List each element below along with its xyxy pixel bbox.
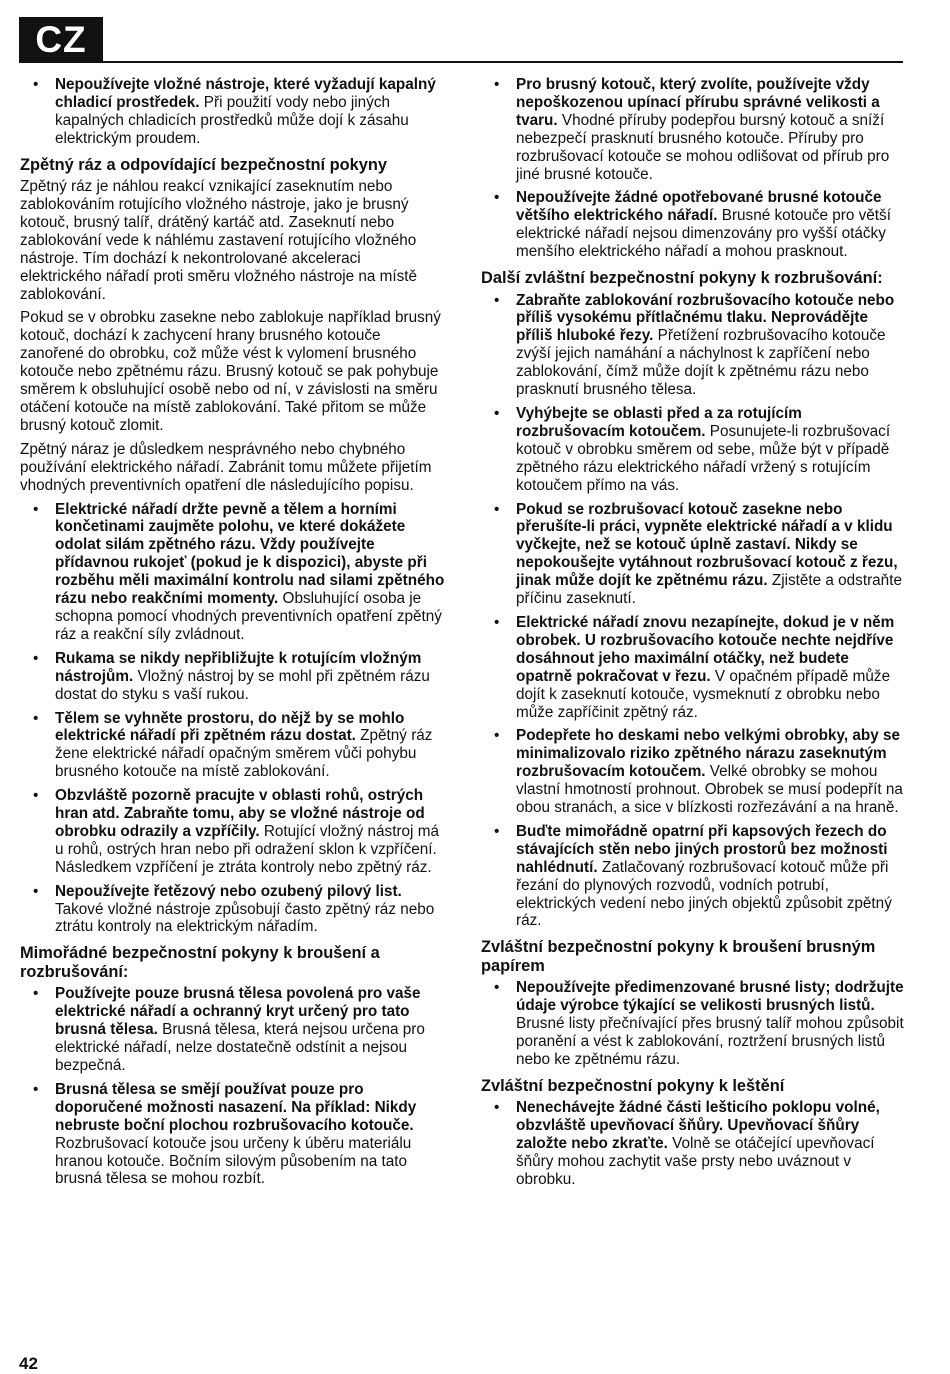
list-item xyxy=(20,76,445,148)
bold-text: Používejte pouze brusná tělesa povolená pro vaše elektrické nářadí a ochranný kryt určený pro tato brusná tělesa. xyxy=(55,985,421,1039)
list-item xyxy=(481,614,905,721)
body-text: Obsluhující osoba je schopna pomocí vhodných preventivních opatření zpětný ráz a reakční síly zvládnout. xyxy=(55,590,442,643)
body-text: Velké obrobky se mohou vlastní hmotností prohnout. Obrobek se musí podepřít na obou stranách, a sice v blízkosti rozřezávání a na hraně. xyxy=(516,763,903,817)
body-text: V opačném případě může dojít k zaseknutí kotouče, vysmeknutí z obrobku nebo může zapříčinit zpětný ráz. xyxy=(516,667,891,721)
bold-text: Obzvláště pozorně pracujte v oblasti rohů, ostrých hran atd. Zabraňte tomu, aby se vložné nástroje od obrobku odrazily a vzpříčily. xyxy=(55,787,425,840)
bold-text: Vyhýbejte se oblasti před a za rotujícím rozbrušovacím kotoučem. xyxy=(516,405,802,440)
body-text: Rozbrušovací kotouče jsou určeny k úběru materiálu hranou kotouče. Bočním silovým působením na tato brusná tělesa se mohou rozbít. xyxy=(55,1134,412,1188)
section-heading: Zpětný ráz a odpovídající bezpečnostní pokyny xyxy=(20,155,388,174)
list-item xyxy=(481,823,905,930)
bold-text: Zabraňte zablokování rozbrušovacího kotouče nebo příliš vysokému přítlačnému tlaku. Neprovádějte příliš hluboké řezy. xyxy=(516,291,895,345)
list-item xyxy=(20,710,445,782)
bold-text: Nepoužívejte předimenzované brusné listy; dodržujte údaje výrobce týkající se velikosti brusných listů. xyxy=(516,979,904,1015)
paragraph: Zpětný ráz je náhlou reakcí vznikající zaseknutím nebo zablokováním rotujícího vložného nástroje, jako je brusný kotouč, brusný talíř, drátěný kartáč atd. Zaseknutí nebo zablokování vede k náhlému zastavení rotujícího vložného nástroje. Tím dochází k nekontrolované akceleraci elektrického nářadí proti směru vložného nástroje na místě zablokování. xyxy=(20,178,418,303)
body-text: Vhodné příruby podepřou bursný kotouč a sníží nebezpečí prasknutí brusného kotouče. Příruby pro rozbrušovací kotouče se mohou odlišovat od přírub pro jiné brusné kotouče. xyxy=(516,111,890,183)
left-column xyxy=(20,76,445,1194)
list-item xyxy=(481,76,905,183)
list-item xyxy=(481,727,905,817)
right-column xyxy=(481,76,905,1195)
bold-text: Rukama se nikdy nepřibližujte k rotujícím vložným nástrojům. xyxy=(55,649,422,685)
list-item xyxy=(20,650,445,704)
bold-text: Podepřete ho deskami nebo velkými obrobky, aby se minimalizovalo riziko zpětného nárazu zaseknutým rozbrušovacím kotoučem. xyxy=(516,727,900,781)
body-text: Vložný nástroj by se mohl při zpětném rázu dostat do styku s vaší rukou. xyxy=(55,667,430,703)
body-text: Brusné listy přečnívající přes brusný talíř mohou způsobit poranění a vést k zablokování, roztržení brusných listů nebo ke zpětnému rázu. xyxy=(516,1015,904,1068)
bold-text: Elektrické nářadí držte pevně a tělem a horními končetinami zaujměte polohu, ve které dokážete odolat silám zpětného rázu. Vždy používejte přídavnou rukojeť (pokud je k dispozici), abyste při rozběhu měli maximální kontrolu nad silami zpětného rázu nebo reakčními momenty. xyxy=(55,500,445,608)
list-item xyxy=(481,292,905,399)
body-text: Zatlačovaný rozbrušovací kotouč může při řezání do plynových rozvodů, vodních potrubí, elektrických vedení nebo jiných objektů způsobit zpětný ráz. xyxy=(516,858,892,930)
bold-text: Buďte mimořádně opatrní při kapsových řezech do stávajících stěn nebo jiných prostorů bez možnosti nahlédnutí. xyxy=(516,822,888,876)
body-text: Brusné kotouče pro větší elektrické nářadí nejsou dimenzovány pro vyšší otáčky menšího elektrického nářadí a mohou prasknout. xyxy=(516,207,891,261)
paragraph: Pokud se v obrobku zasekne nebo zablokuje například brusný kotouč, dochází k zachycení hrany brusného kotouče zanořené do obrobku, což může vést k vylomení brusného kotouče nebo zpětnému rázu. Brusný kotouč se pak pohybuje směrem k obsluhující osobě nebo od ní, v závislosti na směru otáčení kotouče na místě zablokování. Také přitom se může brusný kotouč zlomit. xyxy=(20,309,441,434)
list-item xyxy=(20,501,445,644)
list-item xyxy=(481,979,905,1069)
body-text: Rotující vložný nástroj má u rohů, ostrých hran nebo při odražení sklon k vzpříčení. Následkem vzpříčení je ztráta kontroly nebo zpětný ráz. xyxy=(55,822,439,876)
page-number: 42 xyxy=(19,1354,38,1373)
bold-text: Nepoužívejte řetězový nebo ozubený pilový list. xyxy=(55,882,402,900)
body-text: Zpětný ráz žene elektrické nářadí opačným směrem vůči pohybu brusného kotouče na místě zablokování. xyxy=(55,727,433,781)
body-text: Brusná tělesa, která nejsou určena pro elektrické nářadí, nelze dostatečně odstínit a nejsou bezpečná. xyxy=(55,1021,425,1074)
bold-text: Pro brusný kotouč, který zvolíte, používejte vždy nepoškozenou upínací přírubu správné velikosti a tvaru. xyxy=(516,76,880,129)
list-item xyxy=(481,1099,905,1189)
section-heading: Další zvláštní bezpečnostní pokyny k rozbrušování: xyxy=(481,269,883,288)
bold-text: Elektrické nářadí znovu nezapínejte, dokud je v něm obrobek. U rozbrušovacího kotouče nechte nejdříve dosáhnout jeho maximální otáčky, než budete opatrně pokračovat v řezu. xyxy=(516,613,895,685)
list-item xyxy=(20,1081,445,1188)
list-item xyxy=(481,189,905,261)
list-item xyxy=(481,501,905,608)
bold-text: Brusná tělesa se smějí používat pouze pro doporučené možnosti nasazení. Na příklad: Nikdy nebruste boční plochou rozbrušovacího kotouče. xyxy=(55,1080,417,1134)
section-heading: Mimořádné bezpečnostní pokyny k broušení a rozbrušování: xyxy=(20,944,380,981)
list-item xyxy=(20,883,445,937)
list-item xyxy=(20,787,445,877)
bold-text: Tělem se vyhněte prostoru, do nějž by se mohlo elektrické nářadí při zpětném rázu dostat. xyxy=(55,709,405,745)
paragraph: Zpětný náraz je důsledkem nesprávného nebo chybného používání elektrického nářadí. Zabránit tomu můžete přijetím vhodných preventivních opatření dle následujícího popisu. xyxy=(20,440,432,494)
section-heading: Zvláštní bezpečnostní pokyny k leštění xyxy=(481,1076,785,1095)
list-item xyxy=(481,405,905,495)
body-text: Volně se otáčející upevňovací šňůry mohou zachytit vaše prsty nebo uváznout v obrobku. xyxy=(516,1135,875,1189)
body-text: Takové vložné nástroje způsobují často zpětný ráz nebo ztrátu kontroly na elektrickým nářadím. xyxy=(55,900,435,936)
body-text: Při použití vody nebo jiných kapalných chladicích prostředků může dojí k zásahu elektrickým proudem. xyxy=(55,93,409,147)
section-heading: Zvláštní bezpečnostní pokyny k broušení brusným papírem xyxy=(481,938,876,975)
bold-text: Pokud se rozbrušovací kotouč zasekne nebo přerušíte-li práci, vypněte elektrické nářadí a v klidu vyčkejte, než se kotouč úplně zastaví. Nikdy se nepokoušejte vytáhnout rozbrušovací kotouč z řezu, jinak může dojít ke zpětnému rázu. xyxy=(516,500,898,590)
body-text: Posunujete-li rozbrušovací kotouč v obrobku směrem od sebe, může být v případě zpětného rázu elektrického nářadí vržený s rotujícím kotoučem přímo na vás. xyxy=(516,422,891,494)
list-item xyxy=(20,985,445,1075)
body-text: Zjistěte a odstraňte příčinu zaseknutí. xyxy=(516,572,902,608)
body-text: Přetížení rozbrušovacího kotouče zvýší jejich namáhání a náchylnost k zapříčení nebo zablokování, čímž může dojít k zpětnému rázu nebo prasknutí brusného tělesa. xyxy=(516,327,886,399)
bold-text: Nepoužívejte žádné opotřebované brusné kotouče většího elektrického nářadí. xyxy=(516,189,882,225)
bold-text: Nenechávejte žádné části lešticího poklopu volné, obzvláště upevňovací šňůry. Upevňovací šňůry založte nebo zkraťte. xyxy=(516,1099,880,1153)
language-tab: CZ xyxy=(19,17,103,63)
bold-text: Nepoužívejte vložné nástroje, které vyžadují kapalný chladicí prostředek. xyxy=(55,76,436,111)
header-rule xyxy=(103,61,903,63)
